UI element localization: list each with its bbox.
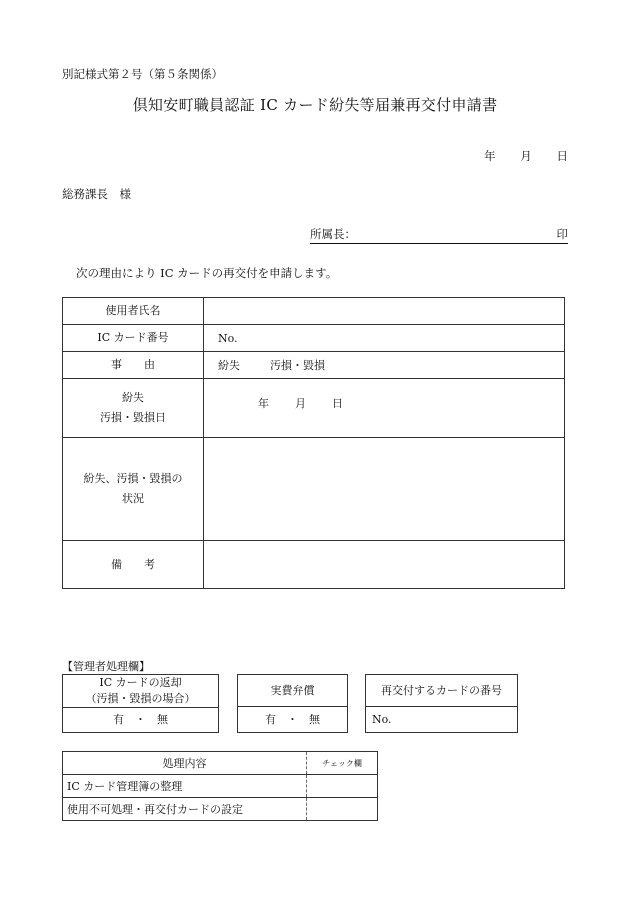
card-return-box <box>62 674 219 733</box>
situation-label-line2: 状況 <box>122 492 144 505</box>
check-cell[interactable] <box>307 798 378 821</box>
compensation-header: 実費弁償 <box>238 675 348 707</box>
admin-section-header: 【管理者処理欄】 <box>62 660 150 673</box>
page-title: 倶知安町職員認証 IC カード紛失等届兼再交付申請書 <box>132 96 498 114</box>
reason-option-lost[interactable]: 紛失 <box>218 359 240 372</box>
card-return-value[interactable]: 有 ・ 無 <box>63 708 219 733</box>
card-return-header <box>63 675 219 708</box>
incident-date-day: 日 <box>332 397 343 410</box>
processing-header: 処理内容 <box>63 752 307 775</box>
table-row <box>63 352 565 379</box>
incident-date-label-line1: 紛失 <box>122 391 144 404</box>
application-table <box>62 297 565 589</box>
incident-date-month: 月 <box>295 397 306 410</box>
date-month-label: 月 <box>520 149 532 163</box>
table-row <box>63 438 565 541</box>
processing-item: 使用不可処理・再交付カードの設定 <box>63 798 307 821</box>
reissue-card-number-field[interactable]: No. <box>366 707 518 733</box>
table-row <box>63 541 565 589</box>
table-row <box>63 775 378 798</box>
compensation-value[interactable]: 有 ・ 無 <box>238 707 348 733</box>
table-row <box>63 798 378 821</box>
date-year-label: 年 <box>484 149 496 163</box>
affiliation-line[interactable] <box>310 226 568 244</box>
form-number: 別記様式第２号（第５条関係） <box>62 67 223 81</box>
reissue-card-header: 再交付するカードの番号 <box>366 675 518 707</box>
table-row <box>63 379 565 438</box>
seal-mark: 印 <box>556 227 568 241</box>
incident-date-field[interactable] <box>204 379 565 438</box>
situation-label <box>63 438 204 541</box>
check-column-header: チェック欄 <box>307 752 378 775</box>
processing-item: IC カード管理簿の整理 <box>63 775 307 798</box>
table-row <box>63 298 565 325</box>
situation-field[interactable] <box>204 438 565 541</box>
reason-options <box>204 352 565 379</box>
reissue-card-box <box>365 674 518 733</box>
remarks-label: 備 考 <box>63 541 204 589</box>
card-return-header-line2: （汚損・毀損の場合） <box>85 692 196 705</box>
user-name-field[interactable] <box>204 298 565 325</box>
card-number-label: IC カード番号 <box>63 325 204 352</box>
processing-table <box>62 751 378 821</box>
incident-date-year: 年 <box>258 397 269 410</box>
compensation-box <box>237 674 348 733</box>
addressee: 総務課長 様 <box>62 187 131 201</box>
table-row <box>63 752 378 775</box>
application-date <box>484 148 568 164</box>
situation-label-line1: 紛失、汚損・毀損の <box>83 472 183 485</box>
card-number-field[interactable]: No. <box>204 325 565 352</box>
remarks-field[interactable] <box>204 541 565 589</box>
reason-option-damaged[interactable]: 汚損・毀損 <box>270 359 325 372</box>
affiliation-label: 所属長： <box>310 227 356 241</box>
table-row <box>63 325 565 352</box>
incident-date-label-line2: 汚損・毀損日 <box>100 411 166 424</box>
card-return-header-line1: IC カードの返却 <box>99 676 182 689</box>
date-day-label: 日 <box>556 149 568 163</box>
incident-date-label <box>63 379 204 438</box>
user-name-label: 使用者氏名 <box>63 298 204 325</box>
reason-label: 事 由 <box>63 352 204 379</box>
check-cell[interactable] <box>307 775 378 798</box>
request-statement: 次の理由により IC カードの再交付を申請します。 <box>76 266 338 280</box>
